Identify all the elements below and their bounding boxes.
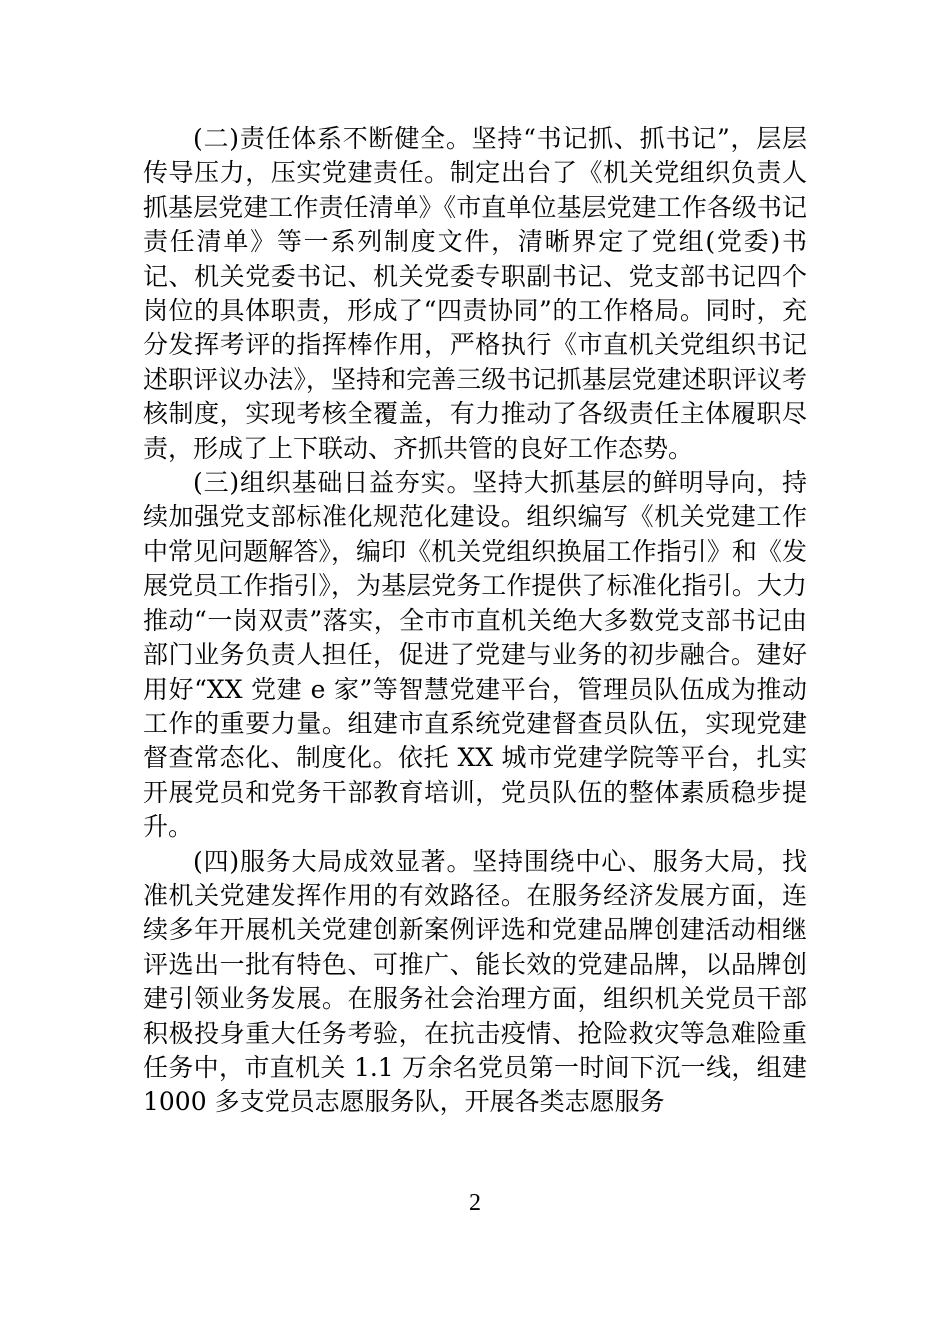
- paragraph-serving-overall-situation: (四)服务大局成效显著。坚持围绕中心、服务大局，找准机关党建发挥作用的有效路径。在服务经济发展方面，连续多年开展机关党建创新案例评选和党建品牌创建活动相继评选出一批有特色、可推广、能长效的党建品牌，以品牌创建引领业务发展。在服务社会治理方面，组织机关党员干部积极投身重大任务考验，在抗击疫情、抢险救灾等急难险重任务中，市直机关 1.1 万余名党员第一时间下沉一线，组建 1000 多支党员志愿服务队，开展各类志愿服务: [143, 846, 807, 1117]
- paragraph-organizational-foundation: (三)组织基础日益夯实。坚持大抓基层的鲜明导向，持续加强党支部标准化规范化建设。组织编写《机关党建工作中常见问题解答》，编印《机关党组织换届工作指引》和《发展党员工作指引》，为基层党务工作提供了标准化指引。大力推动“一岗双责”落实，全市市直机关绝大多数党支部书记由部门业务负责人担任，促进了党建与业务的初步融合。建好用好“XX 党建 e 家”等智慧党建平台，管理员队伍成为推动工作的重要力量。组建市直系统党建督查员队伍，实现党建督查常态化、制度化。依托 XX 城市党建学院等平台，扎实开展党员和党务干部教育培训，党员队伍的整体素质稳步提升。: [143, 468, 807, 842]
- body-text: [143, 122, 807, 1120]
- paragraph-responsibility-system: (二)责任体系不断健全。坚持“书记抓、抓书记”，层层传导压力，压实党建责任。制定出台了《机关党组织负责人抓基层党建工作责任清单》《市直单位基层党建工作各级书记责任清单》等一系列制度文件，清晰界定了党组(党委)书记、机关党委书记、机关党委专职副书记、党支部书记四个岗位的具体职责，形成了“四责协同”的工作格局。同时，充分发挥考评的指挥棒作用，严格执行《市直机关党组织书记述职评议办法》，坚持和完善三级书记抓基层党建述职评议考核制度，实现考核全覆盖，有力推动了各级责任主体履职尽责，形成了上下联动、齐抓共管的良好工作态势。: [143, 124, 807, 463]
- page-number: 2: [469, 1190, 481, 1216]
